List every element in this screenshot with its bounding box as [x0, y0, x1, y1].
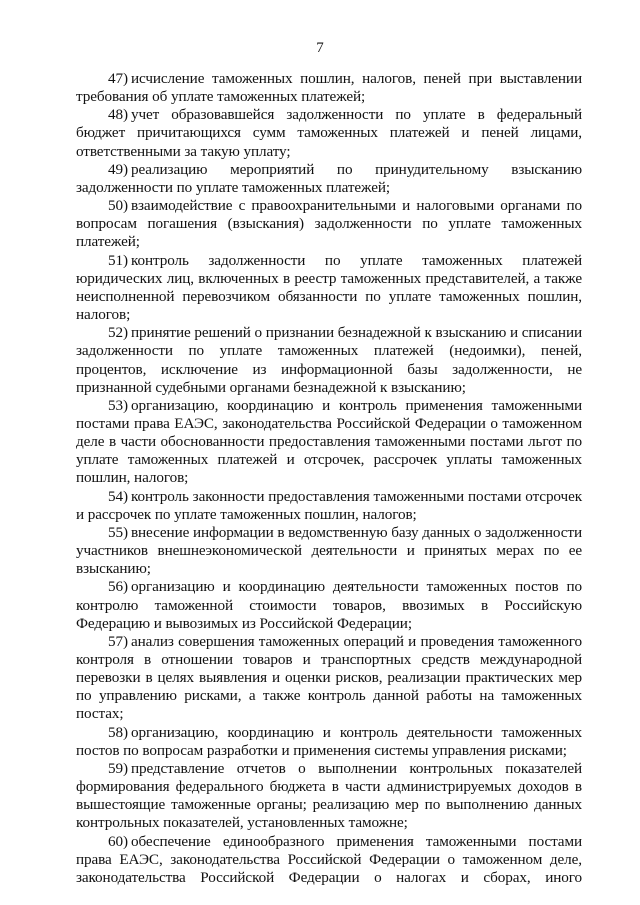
item-text: внесение информации в ведомственную базу данных о задолженности участников внешнеэкономической деятельности и принятых мерах по ее взысканию; [76, 523, 582, 578]
item-number: 54) [108, 487, 128, 505]
list-item [76, 833, 582, 887]
item-text: реализацию мероприятий по принудительному взысканию задолженности по уплате таможенных платежей; [76, 160, 582, 196]
item-text: организацию, координацию и контроль деятельности таможенных постов по вопросам разработки и применения системы управления рисками; [76, 723, 582, 759]
list-item [76, 197, 582, 251]
item-number: 50) [108, 197, 128, 215]
list-item [76, 70, 582, 106]
item-number: 51) [108, 251, 128, 269]
list-item [76, 161, 582, 197]
item-number: 52) [108, 324, 128, 342]
item-number: 53) [108, 396, 128, 414]
list-item [76, 252, 582, 325]
item-number: 55) [108, 523, 128, 541]
page-number: 7 [316, 40, 324, 56]
item-number: 48) [108, 106, 128, 124]
item-number: 59) [108, 759, 128, 777]
item-number: 57) [108, 632, 128, 650]
item-text: исчисление таможенных пошлин, налогов, пеней при выставлении требования об уплате таможенных платежей; [76, 70, 582, 106]
item-text: обеспечение единообразного применения таможенными постами права ЕАЭС, законодательства Российской Федерации о таможенном деле, законодательства Российской Федерации о налогах и сборах, иного [76, 832, 582, 886]
item-text: принятие решений о признании безнадежной к взысканию и списании задолженности по уплате таможенных платежей (недоимки), пеней, процентов, исключение из информационной базы задолженности, не признанной судебными органами безнадежной к взысканию; [76, 324, 582, 396]
item-text: анализ совершения таможенных операций и проведения таможенного контроля в отношении товаров и транспортных средств международной перевозки в целях выявления и оценки рисков, реализации практических мер по управлению рисками, а также контроль данной работы на таможенных постах; [76, 632, 582, 723]
list-item [76, 633, 582, 724]
list-item [76, 488, 582, 524]
item-number: 60) [108, 832, 128, 850]
item-text: взаимодействие с правоохранительными и налоговыми органами по вопросам погашения (взыскания) задолженности по уплате таможенных платежей; [76, 197, 582, 251]
item-text: организацию, координацию и контроль применения таможенными постами права ЕАЭС, законодательства Российской Федерации о таможенном деле в части обоснованности предоставления таможенными постами льгот по уплате таможенных платежей и отсрочек, рассрочек уплаты таможенных пошлин, налогов; [76, 396, 582, 487]
list-item [76, 524, 582, 578]
list-item [76, 324, 582, 397]
item-text: контроль задолженности по уплате таможенных платежей юридических лиц, включенных в реестр таможенных представителей, а также неисполненной перевозчиком обязанности по уплате таможенных пошлин, налогов; [76, 251, 582, 324]
item-number: 47) [108, 70, 128, 87]
item-text: учет образовавшейся задолженности по уплате в федеральный бюджет причитающихся сумм таможенных платежей и пеней лицами, ответственными за такую уплату; [76, 106, 582, 160]
list-item [76, 578, 582, 632]
item-text: организацию и координацию деятельности таможенных постов по контролю таможенной стоимости товаров, ввозимых в Российскую Федерацию и вывозимых из Российской Федерации; [76, 578, 582, 632]
document-body [76, 70, 582, 887]
item-text: представление отчетов о выполнении контрольных показателей формирования федерального бюджета в части администрируемых доходов в вышестоящие таможенные органы; реализацию мер по выполнению данных контрольных показателей, установленных таможне; [76, 759, 582, 832]
item-number: 49) [108, 160, 128, 178]
item-text: контроль законности предоставления таможенными постами отсрочек и рассрочек по уплате таможенных пошлин, налогов; [76, 487, 582, 523]
item-number: 56) [108, 578, 128, 596]
list-item [76, 724, 582, 760]
item-number: 58) [108, 723, 128, 741]
list-item [76, 106, 582, 160]
list-item [76, 397, 582, 488]
list-item [76, 760, 582, 833]
